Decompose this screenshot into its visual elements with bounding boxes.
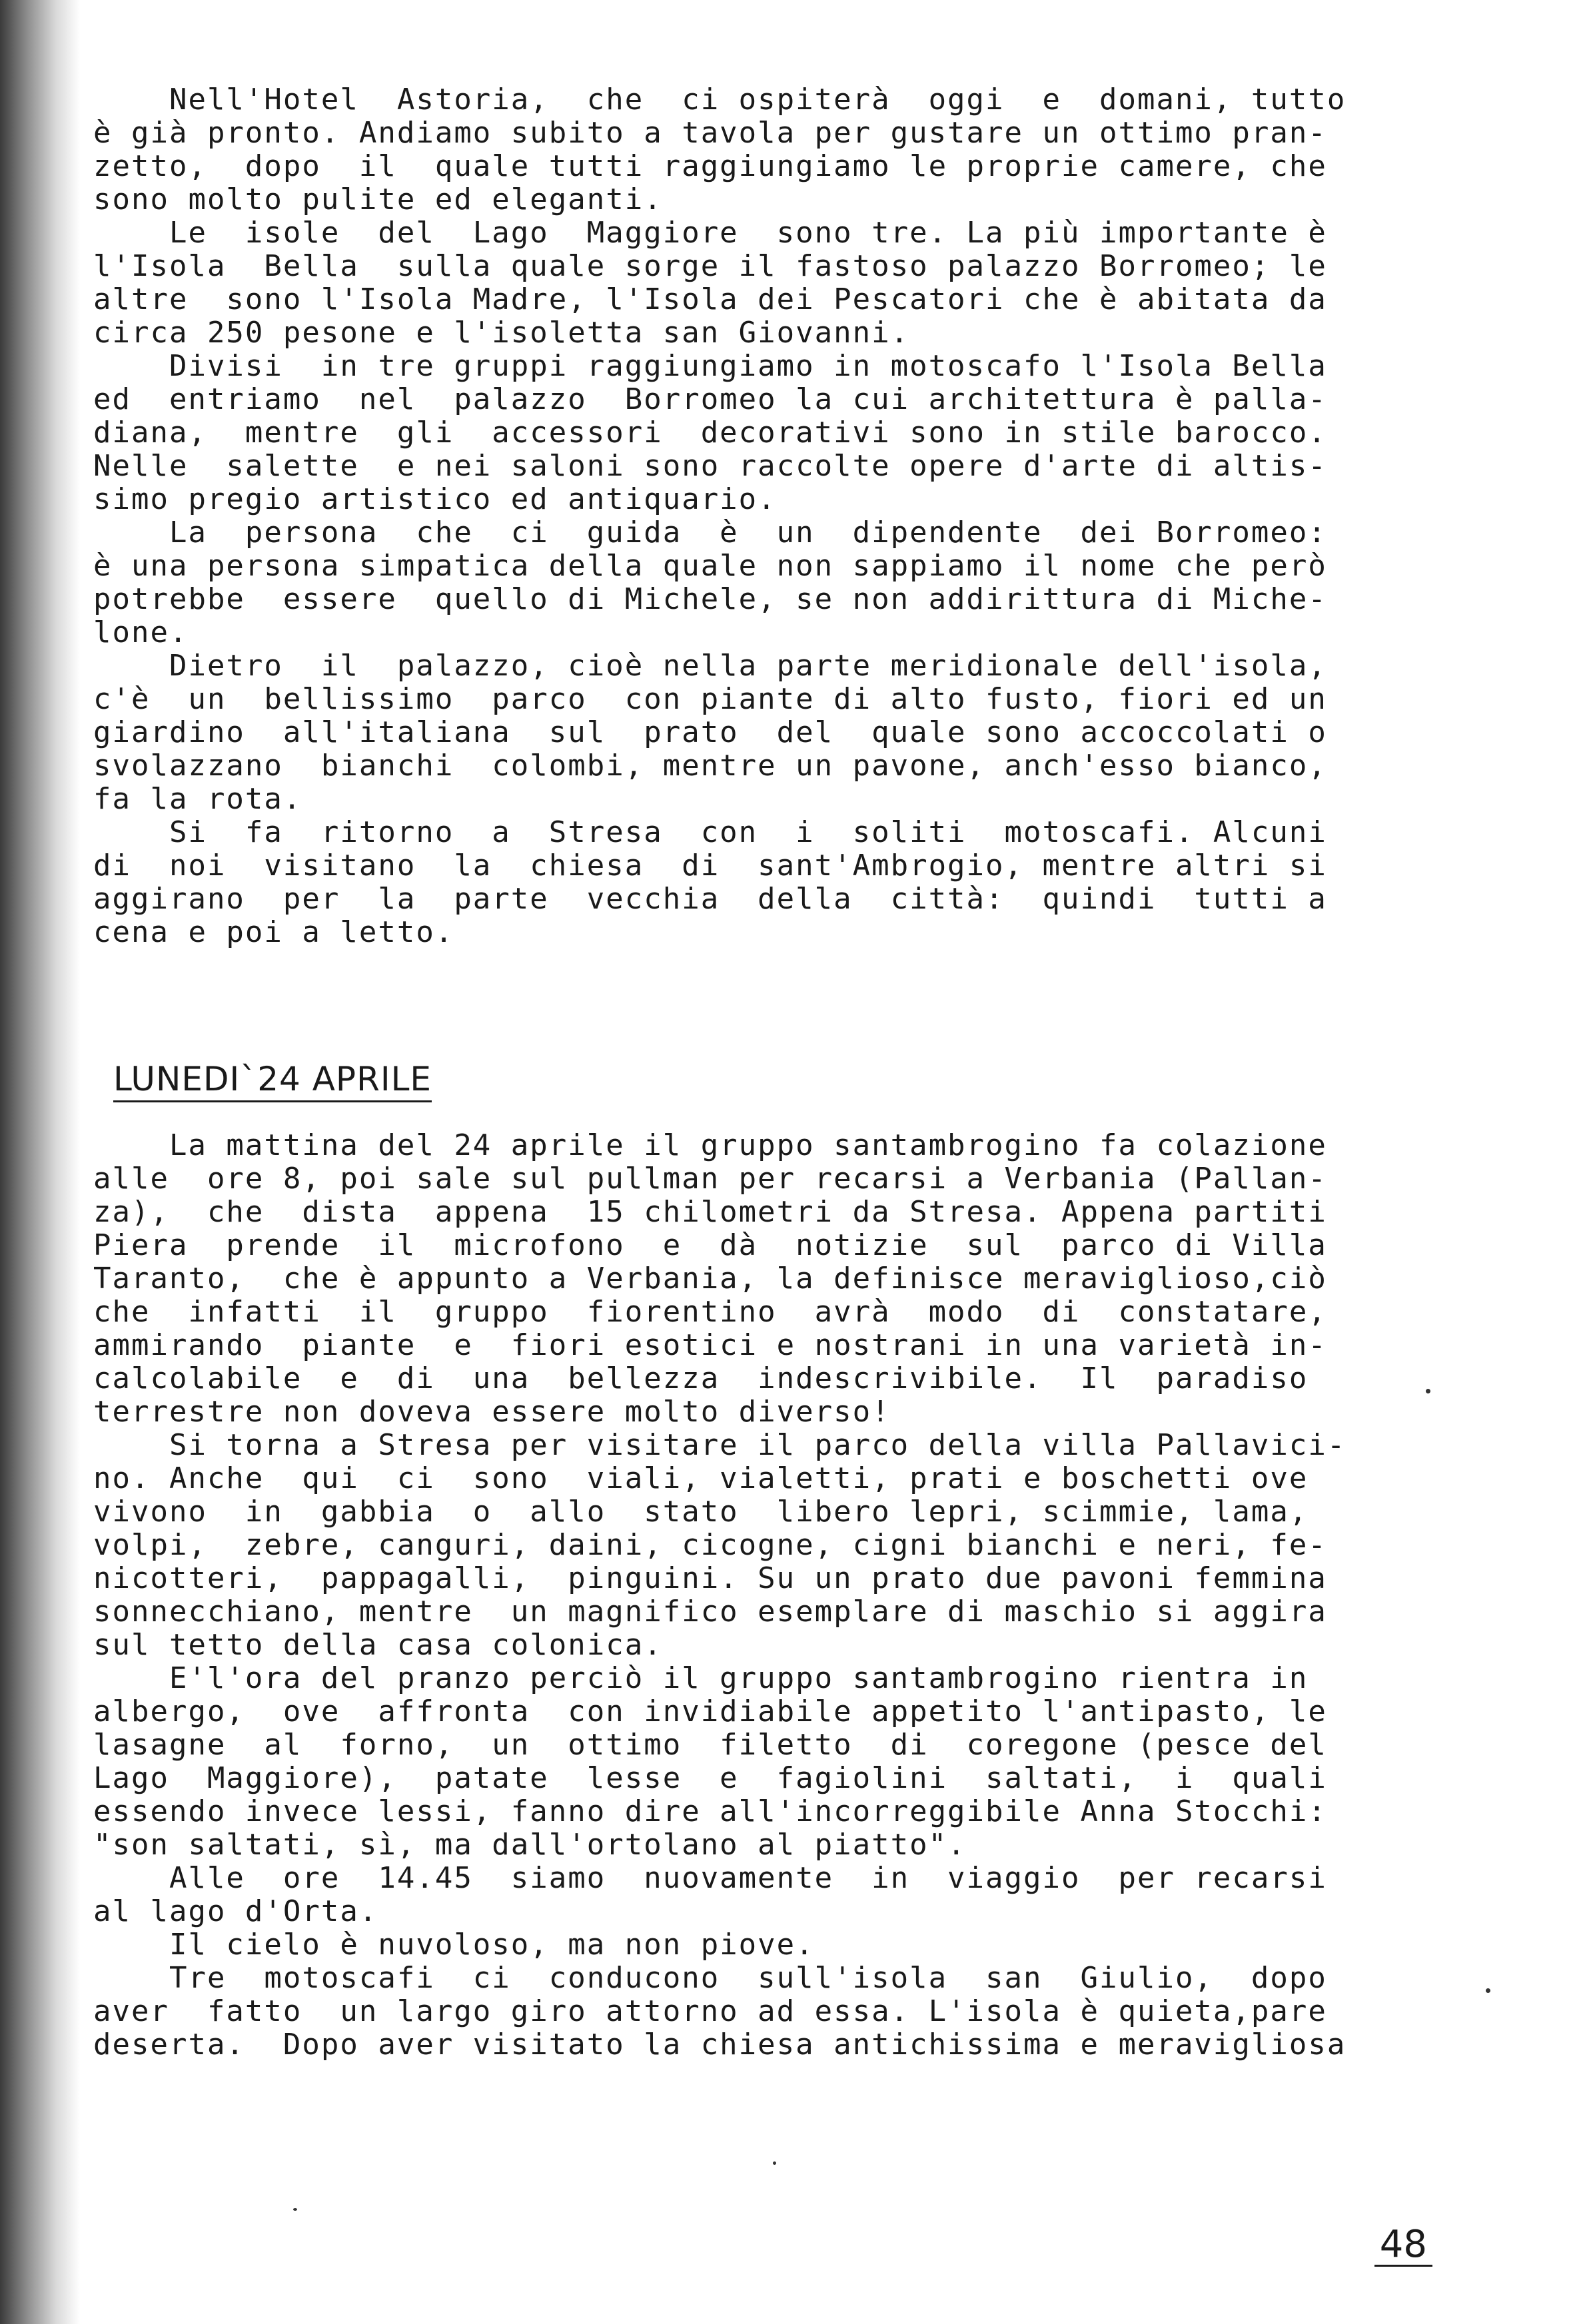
text-line: aver fatto un largo giro attorno ad essa. L'isola è quieta,pare [93, 1995, 1327, 2028]
text-line: al lago d'Orta. [93, 1895, 378, 1928]
ink-speck [773, 2161, 776, 2165]
text-line: Lago Maggiore), patate lesse e fagiolini saltati, i quali [93, 1762, 1327, 1795]
text-line: c'è un bellissimo parco con piante di alto fusto, fiori ed un [93, 683, 1327, 716]
text-line: La mattina del 24 aprile il gruppo santambrogino fa colazione [93, 1129, 1327, 1162]
text-line: fa la rota. [93, 783, 302, 816]
text-line: "son saltati, sì, ma dall'ortolano al piatto". [93, 1828, 967, 1862]
text-line: di noi visitano la chiesa di sant'Ambrogio, mentre altri si [93, 849, 1327, 883]
text-line: albergo, ove affronta con invidiabile appetito l'antipasto, le [93, 1695, 1327, 1729]
text-line: Le isole del Lago Maggiore sono tre. La più importante è [93, 216, 1327, 250]
text-line: calcolabile e di una bellezza indescrivibile. Il paradiso [93, 1362, 1309, 1395]
text-line: svolazzano bianchi colombi, mentre un pavone, anch'esso bianco, [93, 749, 1327, 783]
text-line: La persona che ci guida è un dipendente dei Borromeo: [93, 516, 1327, 550]
text-line: zetto, dopo il quale tutti raggiungiamo le proprie camere, che [93, 150, 1327, 183]
text-line: diana, mentre gli accessori decorativi sono in stile barocco. [93, 416, 1327, 450]
text-line: lone. [93, 616, 189, 649]
ink-speck [1486, 1988, 1490, 1993]
text-line: è una persona simpatica della quale non sappiamo il nome che però [93, 550, 1327, 583]
text-line: no. Anche qui ci sono viali, vialetti, prati e boschetti ove [93, 1462, 1309, 1495]
text-line: deserta. Dopo aver visitato la chiesa antichissima e meravigliosa [93, 2028, 1346, 2062]
text-line: potrebbe essere quello di Michele, se non addirittura di Miche- [93, 583, 1327, 616]
text-line: aggirano per la parte vecchia della città: quindi tutti a [93, 883, 1327, 916]
text-line: Si torna a Stresa per visitare il parco della villa Pallavici- [93, 1429, 1346, 1462]
text-line: ammirando piante e fiori esotici e nostrani in una varietà in- [93, 1329, 1327, 1362]
section-heading: LUNEDI`24 APRILE [113, 1059, 432, 1102]
text-line: Nelle salette e nei saloni sono raccolte opere d'arte di altis- [93, 450, 1327, 483]
text-line: za), che dista appena 15 chilometri da Stresa. Appena partiti [93, 1196, 1327, 1229]
text-line: Piera prende il microfono e dà notizie sul parco di Villa [93, 1229, 1327, 1262]
text-line: altre sono l'Isola Madre, l'Isola dei Pescatori che è abitata da [93, 283, 1327, 316]
text-line: ed entriamo nel palazzo Borromeo la cui architettura è palla- [93, 383, 1327, 416]
text-line: che infatti il gruppo fiorentino avrà modo di constatare, [93, 1296, 1327, 1329]
text-line: volpi, zebre, canguri, daini, cicogne, cigni bianchi e neri, fe- [93, 1529, 1327, 1562]
text-line: Alle ore 14.45 siamo nuovamente in viaggio per recarsi [93, 1862, 1327, 1895]
binding-shadow [0, 0, 80, 2324]
page-number: 48 [1374, 2225, 1432, 2267]
text-line: Dietro il palazzo, cioè nella parte meridionale dell'isola, [93, 649, 1327, 683]
text-line: Tre motoscafi ci conducono sull'isola san Giulio, dopo [93, 1962, 1327, 1995]
text-line: circa 250 pesone e l'isoletta san Giovanni. [93, 316, 910, 350]
text-line: simo pregio artistico ed antiquario. [93, 483, 777, 516]
text-line: alle ore 8, poi sale sul pullman per recarsi a Verbania (Pallan- [93, 1162, 1327, 1196]
text-line: Si fa ritorno a Stresa con i soliti motoscafi. Alcuni [93, 816, 1327, 849]
text-line: lasagne al forno, un ottimo filetto di coregone (pesce del [93, 1729, 1327, 1762]
text-line: Divisi in tre gruppi raggiungiamo in motoscafo l'Isola Bella [93, 350, 1327, 383]
document-page [93, 0, 1506, 2324]
ink-speck [293, 2208, 297, 2211]
text-line: Taranto, che è appunto a Verbania, la definisce meraviglioso,ciò [93, 1262, 1327, 1296]
text-line: Il cielo è nuvoloso, ma non piove. [93, 1928, 815, 1962]
text-line: Nell'Hotel Astoria, che ci ospiterà oggi e domani, tutto [93, 83, 1346, 117]
text-line: E'l'ora del pranzo perciò il gruppo santambrogino rientra in [93, 1662, 1309, 1695]
text-line: vivono in gabbia o allo stato libero lepri, scimmie, lama, [93, 1495, 1309, 1529]
text-line: nicotteri, pappagalli, pinguini. Su un prato due pavoni femmina [93, 1562, 1327, 1595]
text-line: cena e poi a letto. [93, 916, 454, 949]
text-line: è già pronto. Andiamo subito a tavola per gustare un ottimo pran- [93, 117, 1327, 150]
text-line: giardino all'italiana sul prato del quale sono accoccolati o [93, 716, 1327, 749]
ink-speck [1426, 1389, 1430, 1393]
text-line: terrestre non doveva essere molto diverso! [93, 1395, 891, 1429]
text-line: l'Isola Bella sulla quale sorge il fastoso palazzo Borromeo; le [93, 250, 1327, 283]
text-line: sul tetto della casa colonica. [93, 1629, 663, 1662]
text-line: sonnecchiano, mentre un magnifico esemplare di maschio si aggira [93, 1595, 1327, 1629]
text-line: essendo invece lessi, fanno dire all'incorreggibile Anna Stocchi: [93, 1795, 1327, 1828]
text-line: sono molto pulite ed eleganti. [93, 183, 663, 216]
